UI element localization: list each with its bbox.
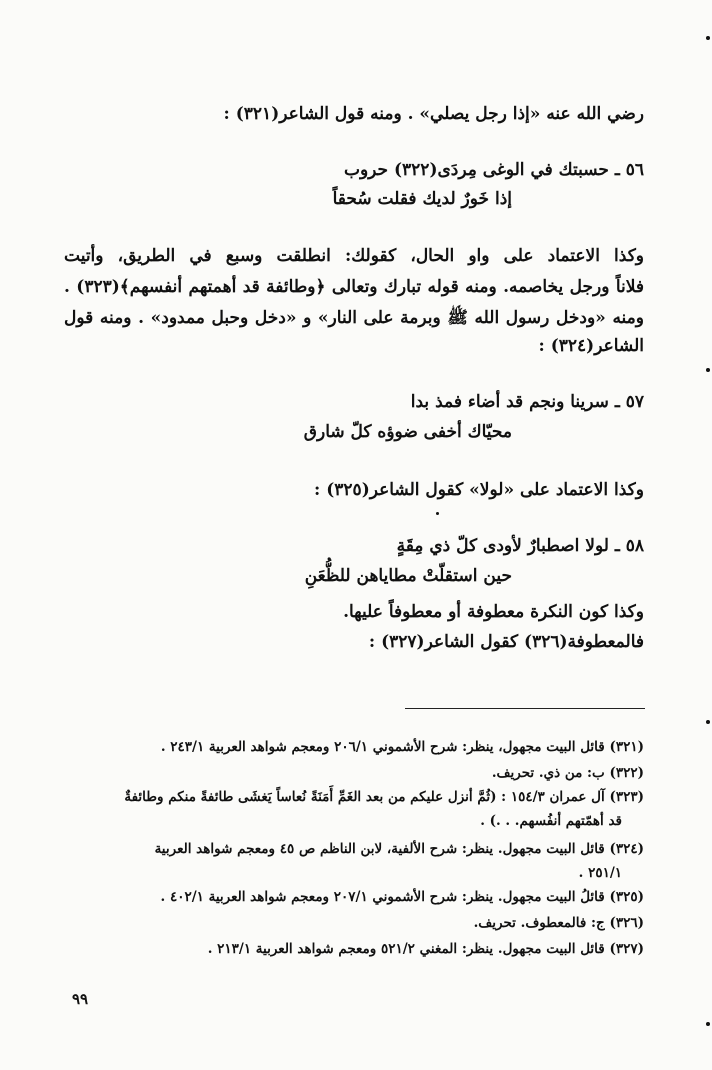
paragraph-1-line-4: الشاعر(٣٢٤) :	[538, 336, 644, 356]
footnote-324-line-1: (٣٢٤) قائل البيت مجهول. ينظر: شرح الألفية، لابن الناظم ص ٤٥ ومعجم شواهد العربية	[154, 841, 644, 857]
paragraph-3-line-2: فالمعطوفة(٣٢٦) كقول الشاعر(٣٢٧) :	[368, 632, 644, 652]
scan-speck	[706, 720, 710, 724]
footnote-324-line-2: ٢٥١/١ .	[578, 865, 622, 881]
verse-56-hemistich-1: ٥٦ ـ حسبتك في الوغى مِردَى(٣٢٢) حروب	[343, 160, 644, 180]
footnote-327: (٣٢٧) قائل البيت مجهول. ينظر: المغني ٥٢١/٢ ومعجم شواهد العربية ٢١٣/١ .	[207, 941, 644, 957]
scan-speck	[706, 368, 710, 372]
paragraph-1-line-1: وكذا الاعتماد على واو الحال، كقولك: انطلقت وسبع في الطريق، وأتيت	[64, 246, 644, 266]
scan-speck	[706, 1022, 710, 1026]
scan-speck	[436, 512, 439, 515]
verse-57-hemistich-2: محيّاك أخفى ضوؤه كلّ شارق	[303, 422, 512, 442]
verse-58-hemistich-1: ٥٨ ـ لولا اصطبارٌ لأودى كلّ ذي مِقَةٍ	[396, 536, 644, 556]
footnote-323-line-2: قد أهمّتهم أنفُسهم. . .) .	[480, 813, 622, 829]
paragraph-1-line-3: ومنه «ودخل رسول الله ﷺ وبرمة على النار» و «دخل وحبل ممدود» . ومنه قول	[64, 308, 644, 328]
verse-58-hemistich-2: حين استقلّتْ مطاياهن للظُّعَنِ	[304, 566, 512, 586]
intro-line: رضي الله عنه «إذا رجل يصلي» . ومنه قول الشاعر(٣٢١) :	[223, 104, 644, 124]
footnote-separator	[405, 708, 645, 709]
footnote-323-line-1: (٣٢٣) آل عمران ١٥٤/٣ : (ثُمَّ أنزل عليكم من بعد الغَمِّ أَمَنَةً نُعاساً يَغشَى طائفةً منكم وطائفةٌ	[124, 789, 644, 805]
paragraph-3-line-1: وكذا كون النكرة معطوفة أو معطوفاً عليها.	[343, 602, 644, 622]
footnote-325: (٣٢٥) قائلُ البيت مجهول. ينظر: شرح الأشموني ٢٠٧/١ ومعجم شواهد العربية ٤٠٢/١ .	[160, 889, 644, 905]
footnote-322: (٣٢٢) ب: من ذي. تحريف.	[491, 765, 644, 781]
footnote-326: (٣٢٦) ج: فالمعطوف. تحريف.	[473, 915, 644, 931]
page-number: ٩٩	[72, 990, 89, 1008]
paragraph-1-line-2: فلاناً ورجل يخاصمه. ومنه قوله تبارك وتعالى ﴿وطائفة قد أهمتهم أنفسهم﴾(٣٢٣) .	[64, 277, 644, 297]
paragraph-2: وكذا الاعتماد على «لولا» كقول الشاعر(٣٢٥) :	[314, 480, 644, 500]
verse-57-hemistich-1: ٥٧ ـ سرينا ونجم قد أضاء فمذ بدا	[410, 392, 644, 412]
scan-speck	[706, 36, 710, 40]
footnote-321: (٣٢١) قائل البيت مجهول، ينظر: شرح الأشموني ٢٠٦/١ ومعجم شواهد العربية ٢٤٣/١ .	[160, 739, 644, 755]
verse-56-hemistich-2: إذا خَورٌ لديك فقلت سُحقاً	[332, 189, 512, 209]
